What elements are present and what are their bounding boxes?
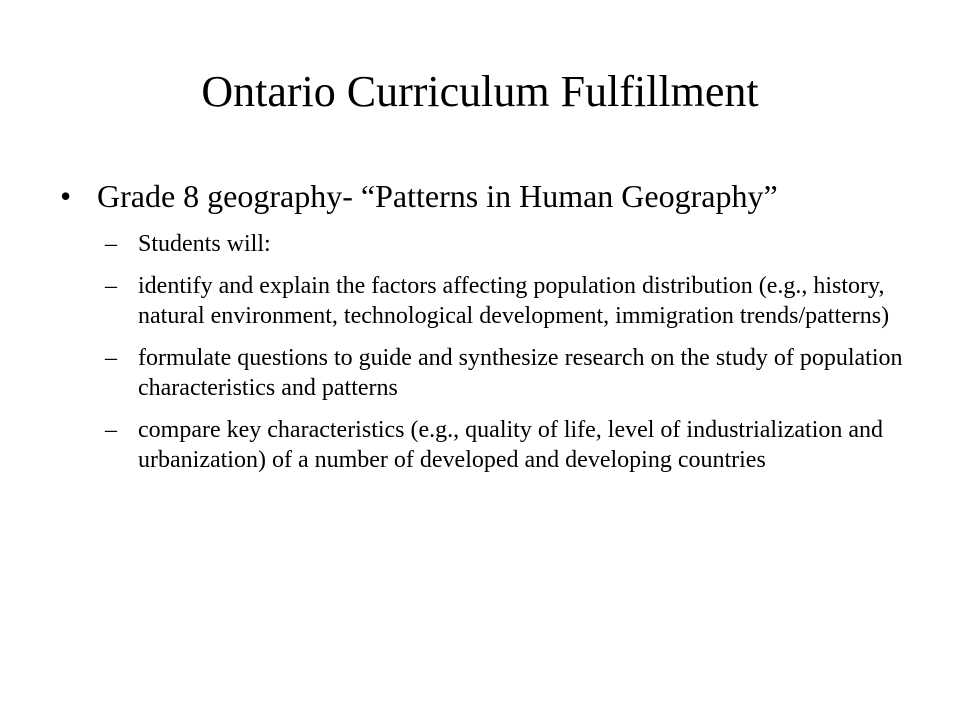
sub-bullet-text: Students will: <box>138 231 271 257</box>
sub-bullet-text: compare key characteristics (e.g., quality of life, level of industrialization and urbanization) of a number of developed and developing countries <box>138 417 884 473</box>
sub-bullet-text: identify and explain the factors affecting population distribution (e.g., history, natural environment, technological development, immigration trends/patterns) <box>138 273 890 329</box>
bullet-marker: • <box>60 178 72 214</box>
main-bullet-text: Grade 8 geography- “Patterns in Human Geography” <box>97 178 778 214</box>
sub-bullet-item <box>105 271 905 331</box>
slide-title: Ontario Curriculum Fulfillment <box>201 67 759 116</box>
sub-bullet-text: formulate questions to guide and synthesize research on the study of population characteristics and patterns <box>138 345 903 401</box>
dash-marker: – <box>105 231 117 257</box>
dash-marker: – <box>105 417 117 443</box>
dash-marker: – <box>105 345 117 371</box>
sub-bullet-item <box>105 229 905 259</box>
dash-marker: – <box>105 273 117 299</box>
sub-bullet-item <box>105 415 905 475</box>
sub-bullet-item <box>105 343 905 403</box>
sub-bullet-list <box>105 229 905 487</box>
